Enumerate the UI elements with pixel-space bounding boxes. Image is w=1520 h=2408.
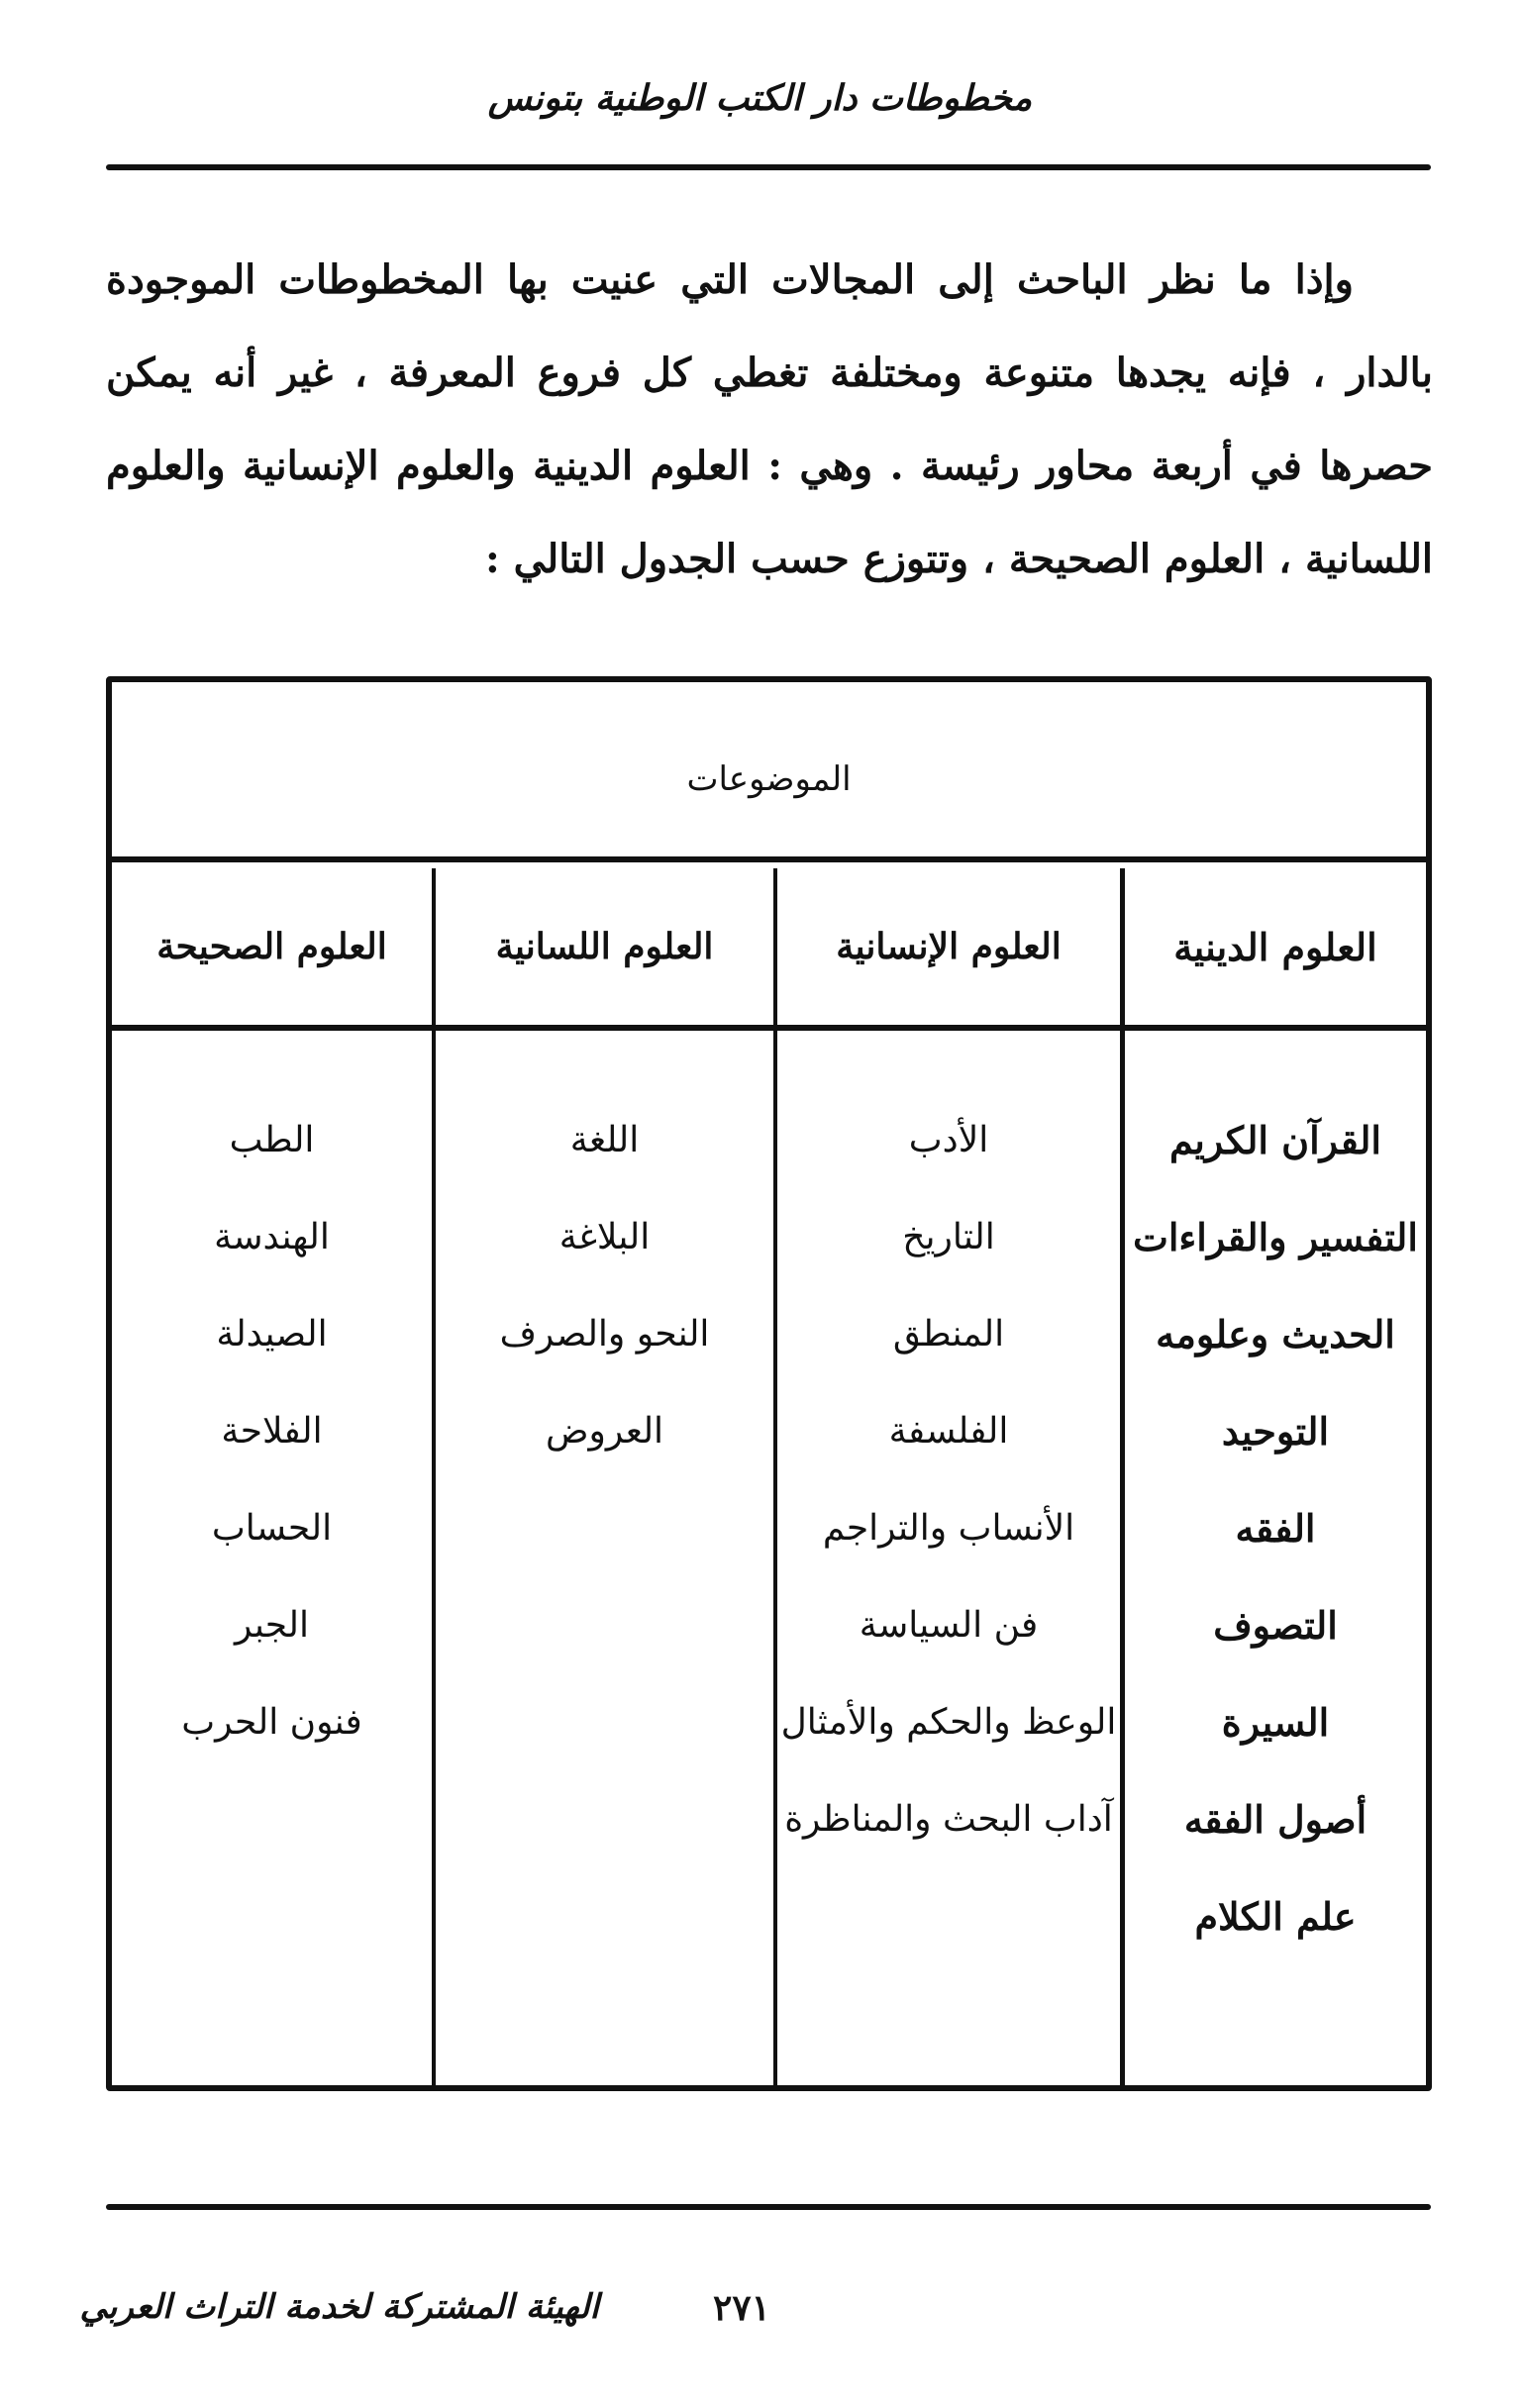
list-item: أصول الفقه [1183,1797,1368,1842]
list-item: اللغة [569,1120,640,1160]
page-footer [0,2287,1520,2347]
column-items [436,1031,773,1480]
list-item: فن السياسة [859,1605,1039,1646]
list-item: المنطق [892,1314,1005,1354]
list-item: الصيدلة [216,1314,328,1354]
column-header: العلوم الصحيحة [112,868,432,1031]
list-item: التاريخ [902,1217,995,1257]
column-header: العلوم الإنسانية [777,868,1120,1031]
column-items [1125,1031,1426,1965]
list-item: الأنساب والتراجم [822,1508,1075,1549]
column-items [777,1031,1120,1868]
list-item: التصوف [1213,1603,1338,1648]
list-item: الفلسفة [888,1411,1009,1452]
header-rule [106,164,1431,170]
intro-paragraph: وإذا ما نظر الباحث إلى المجالات التي عنيت بها المخطوطات الموجودة بالدار ، فإنه يجدها متنوعة ومختلفة تغطي كل فروع المعرفة ، غير أنه يمكن حصرها في أربعة محاور رئيسة . وهي : العلوم الدينية والعلوم الإنسانية والعلوم اللسانية ، العلوم الصحيحة ، وتتوزع حسب الجدول التالي : [106,256,1433,582]
list-item: التفسير والقراءات [1133,1215,1418,1259]
list-item: العروض [545,1411,664,1452]
list-item: الحديث وعلومه [1156,1312,1395,1356]
page-number: ٢٧١ [713,2287,771,2329]
column-exact-sciences [112,868,432,2085]
list-item: التوحيد [1221,1409,1330,1454]
list-item: الفقه [1235,1506,1316,1551]
list-item: الطب [229,1120,315,1160]
table-columns [112,868,1426,2085]
table-title: الموضوعات [112,682,1426,862]
column-header: العلوم الدينية [1125,868,1426,1031]
list-item: النحو والصرف [499,1314,710,1354]
list-item: الجبر [235,1605,309,1646]
column-humanities [773,868,1120,2085]
column-linguistic-sciences [432,868,773,2085]
column-header: العلوم اللسانية [436,868,773,1031]
body-text [106,234,1433,606]
list-item: الأدب [908,1120,989,1160]
list-item: الحساب [211,1508,333,1549]
running-title: مخطوطات دار الكتب الوطنية بتونس [487,77,1033,119]
list-item: فنون الحرب [181,1702,362,1743]
list-item: علم الكلام [1194,1894,1357,1939]
publisher-name: الهيئة المشتركة لخدمة التراث العربي [79,2287,599,2327]
list-item: الفلاحة [221,1411,323,1452]
list-item: آداب البحث والمناظرة [784,1799,1113,1840]
list-item: القرآن الكريم [1169,1118,1381,1162]
subjects-table [106,676,1432,2091]
list-item: البلاغة [558,1217,651,1257]
column-items [112,1031,432,1771]
column-religious-sciences [1120,868,1426,2085]
list-item: السيرة [1221,1700,1330,1745]
list-item: الهندسة [214,1217,330,1257]
list-item: الوعظ والحكم والأمثال [780,1702,1117,1743]
footer-rule [106,2204,1431,2210]
